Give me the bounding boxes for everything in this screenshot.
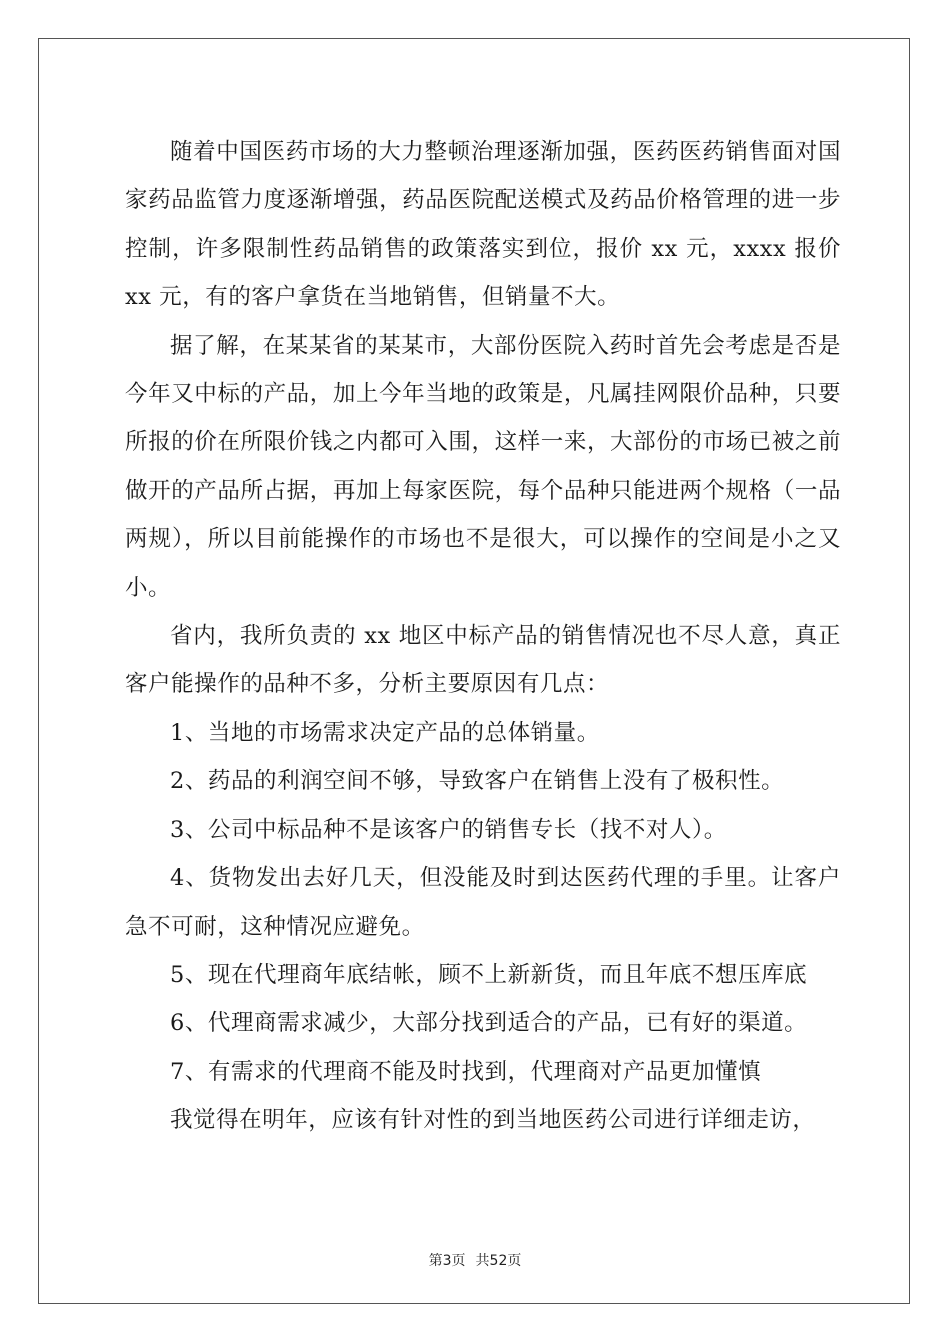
list-item: 5、现在代理商年底结帐，顾不上新新货，而且年底不想压库底 — [170, 961, 808, 988]
document-body — [125, 128, 841, 1145]
paragraph: 省内，我所负责的 xx 地区中标产品的销售情况也不尽人意，真正客户能操作的品种不多，分析主要原因有几点： — [125, 623, 841, 698]
page-number: 第3页 — [428, 1253, 466, 1269]
list-item: 7、有需求的代理商不能及时找到，代理商对产品更加懂慎 — [170, 1058, 762, 1085]
list-item: 1、当地的市场需求决定产品的总体销量。 — [170, 719, 600, 746]
paragraph: 据了解，在某某省的某某市，大部份医院入药时首先会考虑是否是今年又中标的产品，加上今年当地的政策是，凡属挂网限价品种，只要所报的价在所限价钱之内都可入围，这样一来，大部份的市场已被之前做开的产品所占据，再加上每家医院，每个品种只能进两个规格（一品两规），所以目前能操作的市场也不是很大，可以操作的空间是小之又小。 — [125, 332, 841, 601]
paragraph: 我觉得在明年，应该有针对性的到当地医药公司进行详细走访， — [170, 1107, 816, 1134]
paragraph: 随着中国医药市场的大力整顿治理逐渐加强，医药医药销售面对国家药品监管力度逐渐增强，药品医院配送模式及药品价格管理的进一步控制，许多限制性药品销售的政策落实到位，报价 xx 元，xxxx 报价 xx 元，有的客户拿货在当地销售，但销量不大。 — [125, 139, 841, 311]
list-item: 2、药品的利润空间不够，导致客户在销售上没有了极积性。 — [170, 768, 785, 795]
page-footer — [0, 1250, 950, 1270]
list-item: 4、货物发出去好几天，但没能及时到达医药代理的手里。让客户急不可耐，这种情况应避免。 — [125, 865, 841, 940]
list-item: 6、代理商需求减少，大部分找到适合的产品，已有好的渠道。 — [170, 1010, 808, 1037]
page-total: 共52页 — [475, 1253, 522, 1269]
list-item: 3、公司中标品种不是该客户的销售专长（找不对人）。 — [170, 816, 727, 843]
